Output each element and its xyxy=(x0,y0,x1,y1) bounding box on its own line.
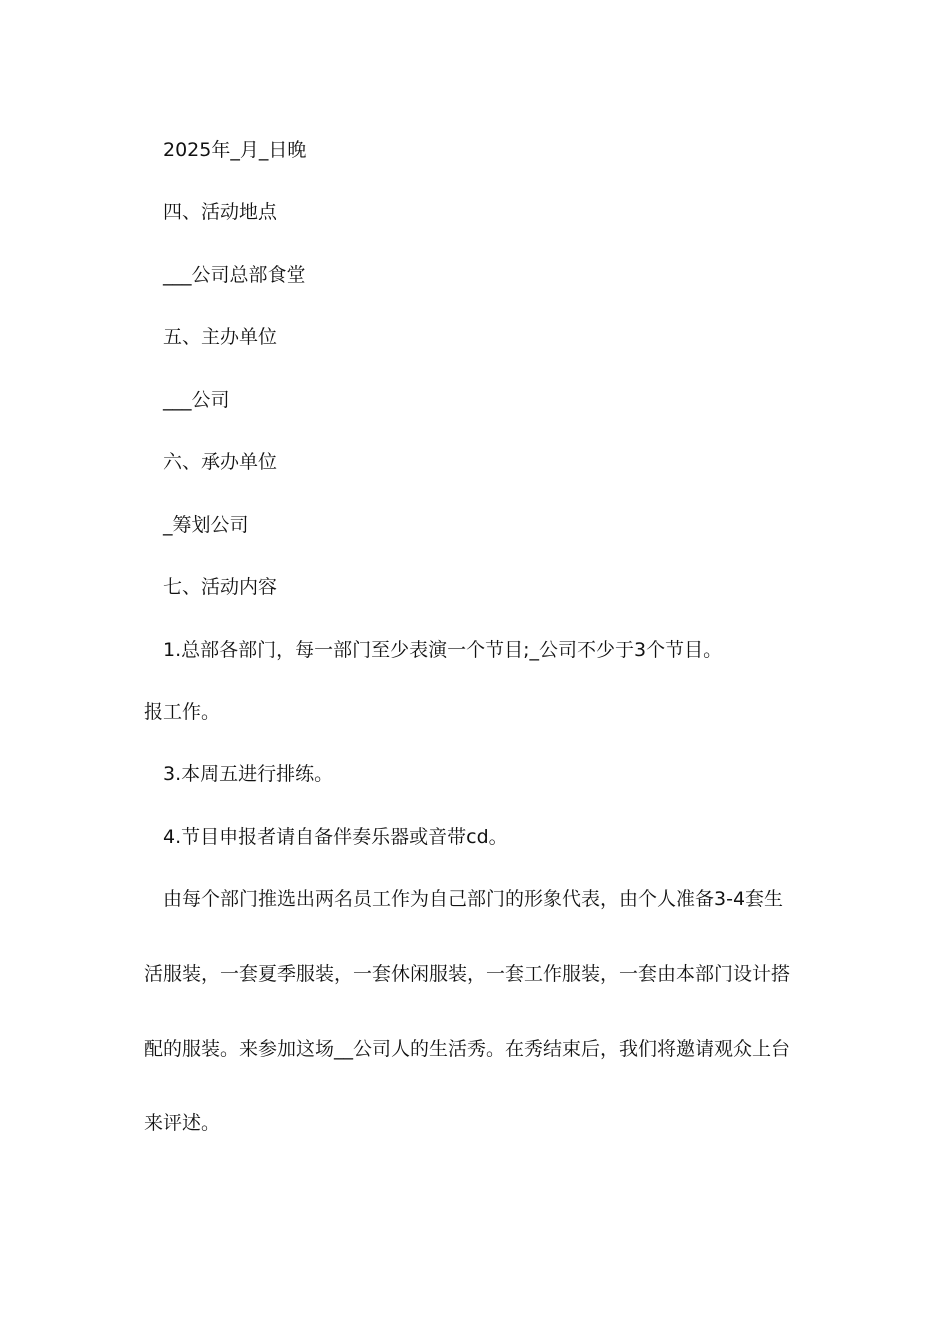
paragraph-line-1: 由每个部门推选出两名员工作为自己部门的形象代表，由个人准备3-4套生 xyxy=(163,888,784,910)
section-heading-organizer: 五、主办单位 xyxy=(163,326,278,348)
organizer-text: ___公司 xyxy=(163,389,230,411)
event-date-line: 2025年_月_日晚 xyxy=(163,139,307,161)
content-item-3: 3.本周五进行排练。 xyxy=(163,763,334,785)
co-organizer-text: _筹划公司 xyxy=(163,514,249,536)
section-heading-location: 四、活动地点 xyxy=(163,201,278,223)
paragraph-line-4: 来评述。 xyxy=(144,1112,221,1134)
content-item-continuation: 报工作。 xyxy=(144,701,221,723)
paragraph-line-2: 活服装，一套夏季服装，一套休闲服装，一套工作服装，一套由本部门设计搭 xyxy=(144,963,791,985)
paragraph-line-3: 配的服装。来参加这场__公司人的生活秀。在秀结束后，我们将邀请观众上台 xyxy=(144,1038,791,1060)
content-item-1: 1.总部各部门，每一部门至少表演一个节目;_公司不少于3个节目。 xyxy=(163,639,723,661)
section-heading-content: 七、活动内容 xyxy=(163,576,278,598)
content-item-4: 4.节目申报者请自备伴奏乐器或音带cd。 xyxy=(163,826,508,848)
location-text: ___公司总部食堂 xyxy=(163,264,306,286)
section-heading-co-organizer: 六、承办单位 xyxy=(163,451,278,473)
